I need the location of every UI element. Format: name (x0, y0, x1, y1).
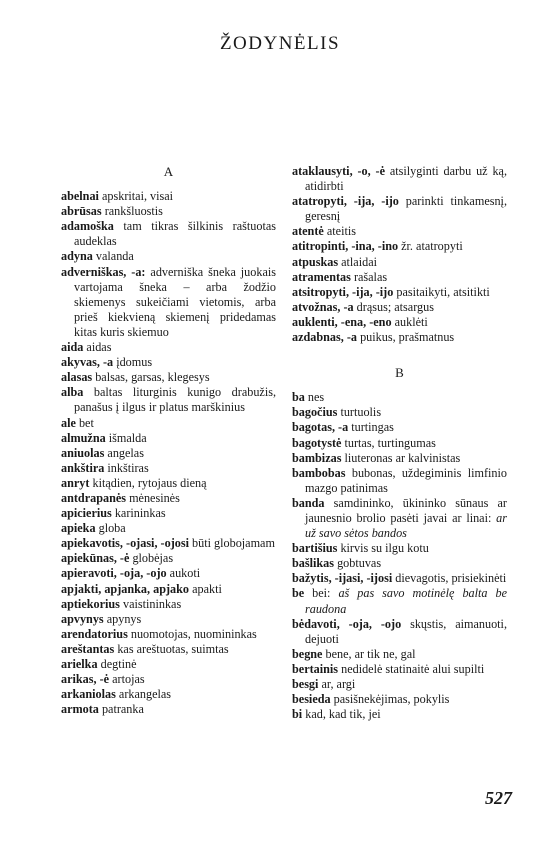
dictionary-entry (292, 315, 507, 330)
dictionary-entry (61, 566, 276, 581)
entry-definition: pasišnekėjimas, pokylis (333, 692, 450, 707)
dictionary-entry (61, 582, 276, 597)
entry-headword: akyvas, -a (61, 355, 114, 370)
entry-definition: atsilyginti darbu už ką, atidirbti (305, 164, 507, 194)
entry-definition: karininkas (114, 506, 166, 521)
dictionary-entry (61, 416, 276, 431)
dictionary-entry (61, 249, 276, 264)
entry-definition: nes (307, 390, 325, 405)
entry-definition: baltas liturginis kunigo drabužis, panašus į ilgus ir platus marškinius (74, 385, 276, 415)
entry-definition: arkangelas (118, 687, 172, 702)
dictionary-entry (61, 385, 276, 415)
entry-definition: liuteronas ar kalvinistas (344, 450, 461, 465)
dictionary-entry (61, 446, 276, 461)
dictionary-entry (61, 521, 276, 536)
entry-definition: kirvis su ilgu kotu (340, 541, 429, 556)
entry-definition: nedidelė statinaitė alui supilti (341, 661, 485, 676)
entry-headword: atitropinti, -ina, -ino (292, 239, 399, 254)
entry-definition: tam tikras šilkinis raštuotas audeklas (74, 219, 276, 249)
entry-definition: išmalda (108, 430, 147, 445)
dictionary-entry (61, 657, 276, 672)
entry-definition: kitądien, rytojaus dieną (92, 475, 207, 490)
entry-headword: ale (61, 415, 76, 430)
entry-definition: apakti (192, 581, 222, 596)
entry-definition: būti globojamam (192, 536, 275, 551)
dictionary-entry (292, 405, 507, 420)
entry-headword: begne (292, 646, 323, 661)
dictionary-entry (292, 330, 507, 345)
dictionary-entry (292, 496, 507, 541)
entry-headword: atsitropyti, -ija, -ijo (292, 284, 394, 299)
entry-headword: bagotystė (292, 435, 342, 450)
entry-example: ar už savo sėtos bandos (305, 510, 508, 541)
dictionary-entry (61, 370, 276, 385)
entry-definition: rašalas (353, 269, 388, 284)
dictionary-entry (292, 466, 507, 496)
entry-definition: pasitaikyti, atsitikti (396, 284, 490, 299)
entry-definition: turtuolis (340, 405, 382, 420)
entry-headword: apiekūnas, -ė (61, 551, 130, 566)
entry-headword: apvynys (61, 611, 104, 626)
entry-definition: globa (98, 521, 126, 536)
entry-headword: besieda (292, 692, 331, 707)
entry-headword: armota (61, 702, 99, 717)
entry-headword: ataklausyti, -o, -ė (292, 164, 385, 178)
section-letter-b: B (395, 365, 404, 381)
entry-definition: apskritai, visai (101, 189, 174, 204)
entry-definition: puikus, prašmatnus (360, 330, 455, 345)
entry-headword: bambobas (292, 465, 346, 480)
dictionary-entry (61, 340, 276, 355)
entry-definition: drąsus; atsargus (356, 299, 434, 314)
entry-definition: bei: (312, 586, 331, 601)
dictionary-entry (61, 551, 276, 566)
section-letter-a: A (163, 164, 174, 179)
entry-headword: azdabnas, -a (292, 330, 358, 345)
entry-headword: atpuskas (292, 254, 339, 269)
entry-headword: bambizas (292, 450, 342, 465)
entry-definition: atlaidai (341, 254, 377, 269)
entry-headword: antdrapanės (61, 490, 127, 505)
entry-headword: arendatorius (61, 626, 128, 641)
dictionary-entry (292, 194, 507, 224)
dictionary-entry (292, 420, 507, 435)
entry-headword: aida (61, 340, 84, 355)
dictionary-entry (61, 627, 276, 642)
entry-list-a-continued (292, 164, 507, 345)
page-title: ŽODYNĖLIS (219, 33, 341, 54)
dictionary-entry (292, 300, 507, 315)
entry-headword: apjakti, apjanka, apjako (61, 581, 190, 596)
entry-definition: žr. atatropyti (401, 239, 463, 254)
entry-headword: adamoška (61, 219, 114, 234)
dictionary-entry (292, 647, 507, 662)
dictionary-entry (61, 265, 276, 340)
dictionary-entry (292, 662, 507, 677)
entry-definition: kas areštuotas, suimtas (117, 641, 229, 656)
left-column (61, 164, 276, 717)
dictionary-entry (292, 164, 507, 194)
dictionary-entry (292, 556, 507, 571)
entry-definition: rankšluostis (104, 204, 163, 219)
entry-headword: areštantas (61, 641, 115, 656)
entry-definition: dievagotis, prisiekinėti (395, 571, 507, 586)
dictionary-entry (61, 355, 276, 370)
entry-headword: aniuolas (61, 445, 105, 460)
dictionary-entry (292, 224, 507, 239)
entry-definition: valanda (95, 249, 134, 264)
entry-headword: ankštira (61, 460, 105, 475)
entry-headword: alba (61, 385, 84, 400)
entry-headword: apicierius (61, 506, 112, 521)
dictionary-entry (292, 677, 507, 692)
entry-headword: bartišius (292, 541, 338, 556)
entry-headword: atramentas (292, 269, 351, 284)
dictionary-entry (292, 285, 507, 300)
entry-definition: samdininko, ūkininko sūnaus ar jaunesnio brolio pasėti javai ar linai: (305, 495, 507, 525)
entry-headword: abrūsas (61, 204, 102, 219)
dictionary-entry (61, 461, 276, 476)
dictionary-entry (292, 707, 507, 722)
entry-definition: ateitis (326, 224, 356, 239)
right-column (292, 164, 507, 722)
dictionary-entry (61, 431, 276, 446)
entry-headword: bi (292, 707, 303, 722)
dictionary-entry (292, 255, 507, 270)
dictionary-entry (292, 451, 507, 466)
entry-headword: apieravoti, -oja, -ojo (61, 566, 167, 581)
entry-example: aš pas savo motinėlę balta be raudona (305, 586, 507, 616)
dictionary-entry (61, 612, 276, 627)
entry-headword: arikas, -ė (61, 672, 110, 687)
dictionary-entry (61, 672, 276, 687)
dictionary-entry (292, 617, 507, 647)
entry-list-b (292, 390, 507, 722)
entry-headword: besgi (292, 677, 319, 691)
dictionary-entry (292, 541, 507, 556)
entry-definition: angelas (107, 445, 144, 460)
entry-headword: aptiekorius (61, 596, 120, 611)
entry-definition: ar, argi (321, 677, 356, 691)
entry-definition: vaistininkas (122, 596, 182, 611)
entry-definition: turtas, turtingumas (344, 435, 436, 450)
entry-headword: anryt (61, 475, 90, 490)
dictionary-entry (61, 219, 276, 249)
entry-headword: arkaniolas (61, 687, 116, 702)
entry-list-a (61, 189, 276, 717)
entry-headword: bagočius (292, 405, 338, 420)
entry-headword: bagotas, -a (292, 420, 349, 435)
entry-definition: bene, ar tik ne, gal (325, 646, 416, 661)
entry-headword: bašlikas (292, 556, 335, 571)
entry-headword: atvožnas, -a (292, 299, 354, 314)
dictionary-entry (61, 536, 276, 551)
entry-definition: skųstis, aimanuoti, dejuoti (305, 616, 507, 646)
entry-headword: atatropyti, -ija, -ijo (292, 194, 399, 209)
entry-headword: be (292, 586, 305, 601)
dictionary-entry (61, 702, 276, 717)
dictionary-entry (61, 204, 276, 219)
entry-definition: inkštiras (107, 460, 149, 475)
entry-headword: bėdavoti, -oja, -ojo (292, 616, 402, 631)
entry-definition: nuomotojas, nuomininkas (130, 626, 257, 641)
entry-definition: degtinė (100, 657, 137, 671)
entry-definition: globėjas (132, 551, 174, 566)
dictionary-entry (61, 491, 276, 506)
entry-headword: adverniškas, -a: (61, 264, 146, 279)
entry-headword: adyna (61, 249, 93, 264)
entry-headword: bažytis, -ijasi, -ijosi (292, 571, 393, 586)
entry-definition: patranka (101, 702, 144, 717)
entry-headword: auklenti, -ena, -eno (292, 314, 392, 329)
entry-headword: arielka (61, 657, 98, 671)
entry-definition: balsas, garsas, klegesys (95, 370, 210, 385)
entry-definition: aukoti (169, 566, 201, 581)
entry-definition: adverniška šneka juokais vartojama šneka – arba žodžio skiemenys sukeičiami vietomis, arba prieš kiekvieną skiemenį pridedamas kitas kuris skiemuo (74, 264, 276, 339)
entry-definition: artojas (112, 672, 145, 687)
entry-definition: turtingas (351, 420, 394, 435)
dictionary-entry (292, 692, 507, 707)
dictionary-entry (292, 586, 507, 616)
entry-definition: parinkti tinkamesnį, geresnį (305, 194, 507, 224)
dictionary-entry (61, 642, 276, 657)
entry-definition: gobtuvas (337, 556, 382, 571)
entry-headword: alasas (61, 370, 93, 385)
entry-headword: atentė (292, 224, 324, 239)
dictionary-entry (292, 270, 507, 285)
entry-headword: abelnai (61, 189, 99, 204)
entry-headword: almužna (61, 430, 106, 445)
dictionary-entry (292, 571, 507, 586)
entry-headword: apieka (61, 521, 96, 536)
entry-headword: ba (292, 390, 305, 405)
page-number: 527 (485, 788, 512, 808)
entry-definition: aidas (86, 340, 112, 355)
dictionary-entry (292, 390, 507, 405)
entry-headword: banda (292, 495, 325, 510)
dictionary-entry (61, 506, 276, 521)
entry-definition: bubonas, uždegiminis limfinio mazgo patinimas (305, 465, 508, 495)
entry-definition: apynys (106, 611, 142, 626)
entry-definition: įdomus (116, 355, 153, 370)
entry-headword: bertainis (292, 661, 339, 676)
dictionary-entry (61, 597, 276, 612)
entry-definition: auklėti (394, 314, 428, 329)
entry-definition: kad, kad tik, jei (305, 707, 381, 722)
dictionary-entry (61, 687, 276, 702)
dictionary-entry (292, 436, 507, 451)
dictionary-entry (61, 476, 276, 491)
dictionary-entry (292, 239, 507, 254)
entry-definition: bet (78, 415, 94, 430)
entry-definition: mėnesinės (129, 490, 180, 505)
dictionary-entry (61, 189, 276, 204)
entry-headword: apiekavotis, -ojasi, -ojosi (61, 536, 189, 551)
